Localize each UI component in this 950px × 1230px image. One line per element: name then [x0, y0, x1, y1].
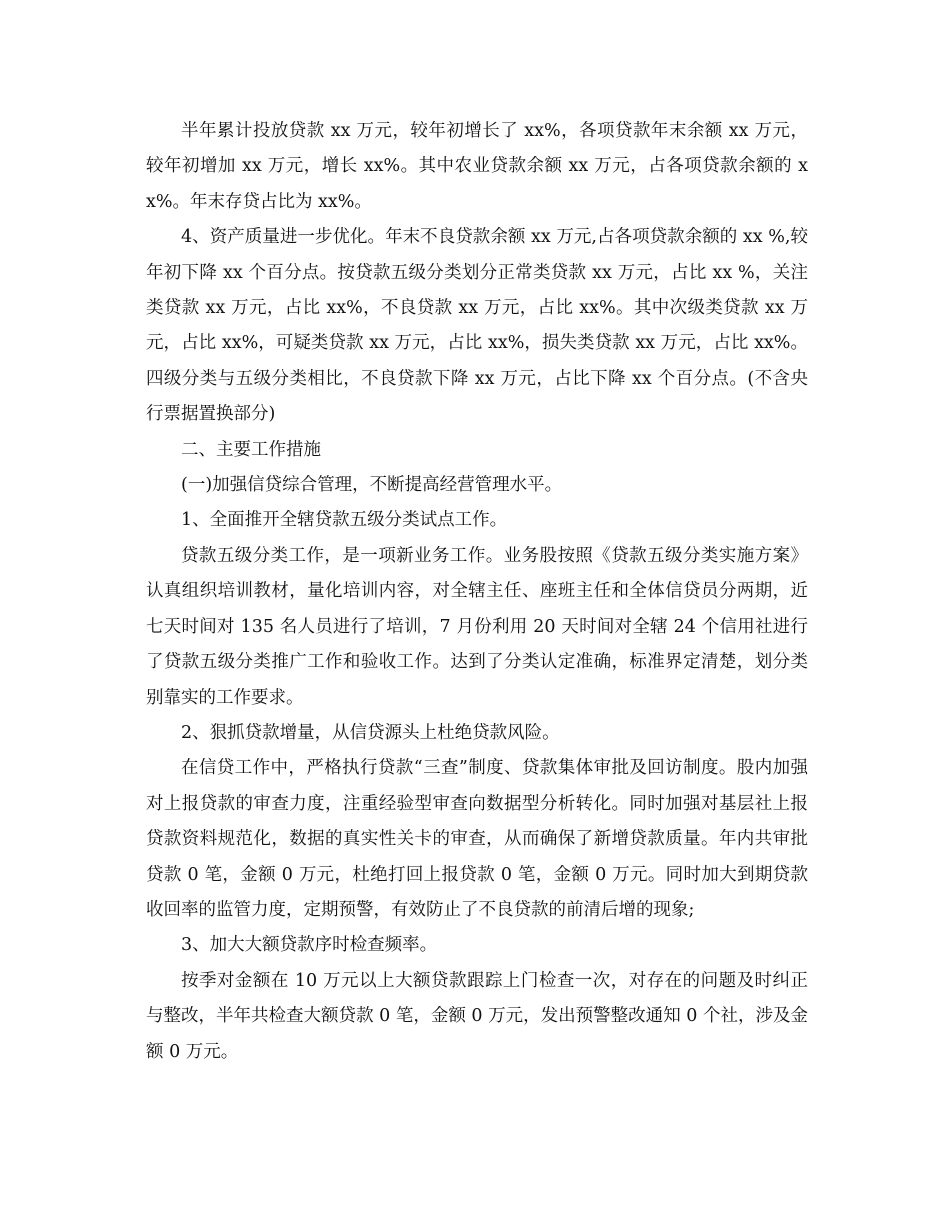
paragraph-loan-summary: 半年累计投放贷款 xx 万元，较年初增长了 xx%，各项贷款年末余额 xx 万元，较年初增加 xx 万元，增长 xx%。其中农业贷款余额 xx 万元，占各项贷款余额的 xx%。年末存贷占比为 xx%。 [146, 121, 808, 212]
subsection-heading-credit-management: (一)加强信贷综合管理，不断提高经营管理水平。 [181, 475, 563, 496]
item-heading-loan-increment: 2、狠抓贷款增量，从信贷源头上杜绝贷款风险。 [181, 722, 560, 743]
paragraph-credit-review: 在信贷工作中，严格执行贷款“三查”制度、贷款集体审批及回访制度。股内加强对上报贷款的审查力度，注重经验型审查向数据型分析转化。同时加强对基层社上报贷款资料规范化，数据的真实性关卡的审查，从而确保了新增贷款质量。年内共审批贷款 0 笔，金额 0 万元，杜绝打回上报贷款 0 笔，金额 0 万元。同时加大到期贷款收回率的监管力度，定期预警，有效防止了不良贷款的前清后增的现象; [146, 758, 808, 920]
paragraph-asset-quality: 4、资产质量进一步优化。年末不良贷款余额 xx 万元,占各项贷款余额的 xx %,较年初下降 xx 个百分点。按贷款五级分类划分正常类贷款 xx 万元，占比 xx %，关注类贷款 xx 万元，占比 xx%，不良贷款 xx 万元，占比 xx%。其中次级类贷款 xx 万元，占比 xx%，可疑类贷款 xx 万元，占比 xx%，损失类贷款 xx 万元，占比 xx%。四级分类与五级分类相比，不良贷款下降 xx 万元，占比下降 xx 个百分点。(不含央行票据置换部分) [146, 227, 808, 425]
paragraph-large-loan-inspection: 按季对金额在 10 万元以上大额贷款跟踪上门检查一次，对存在的问题及时纠正与整改，半年共检查大额贷款 0 笔，金额 0 万元，发出预警整改通知 0 个社，涉及金额 0 万元。 [146, 970, 808, 1062]
section-heading-main-measures: 二、主要工作措施 [181, 439, 321, 460]
document-body [146, 114, 808, 1070]
paragraph-classification-training: 贷款五级分类工作，是一项新业务工作。业务股按照《贷款五级分类实施方案》认真组织培训教材，量化培训内容，对全辖主任、座班主任和全体信贷员分两期，近七天时间对 135 名人员进行了培训，7 月份利用 20 天时间对全辖 24 个信用社进行了贷款五级分类推广工作和验收工作。达到了分类认定准确，标准界定清楚，划分类别靠实的工作要求。 [146, 545, 808, 708]
item-heading-five-level-classification: 1、全面推开全辖贷款五级分类试点工作。 [181, 510, 508, 531]
item-heading-large-loan-inspection: 3、加大大额贷款序时检查频率。 [181, 935, 438, 956]
